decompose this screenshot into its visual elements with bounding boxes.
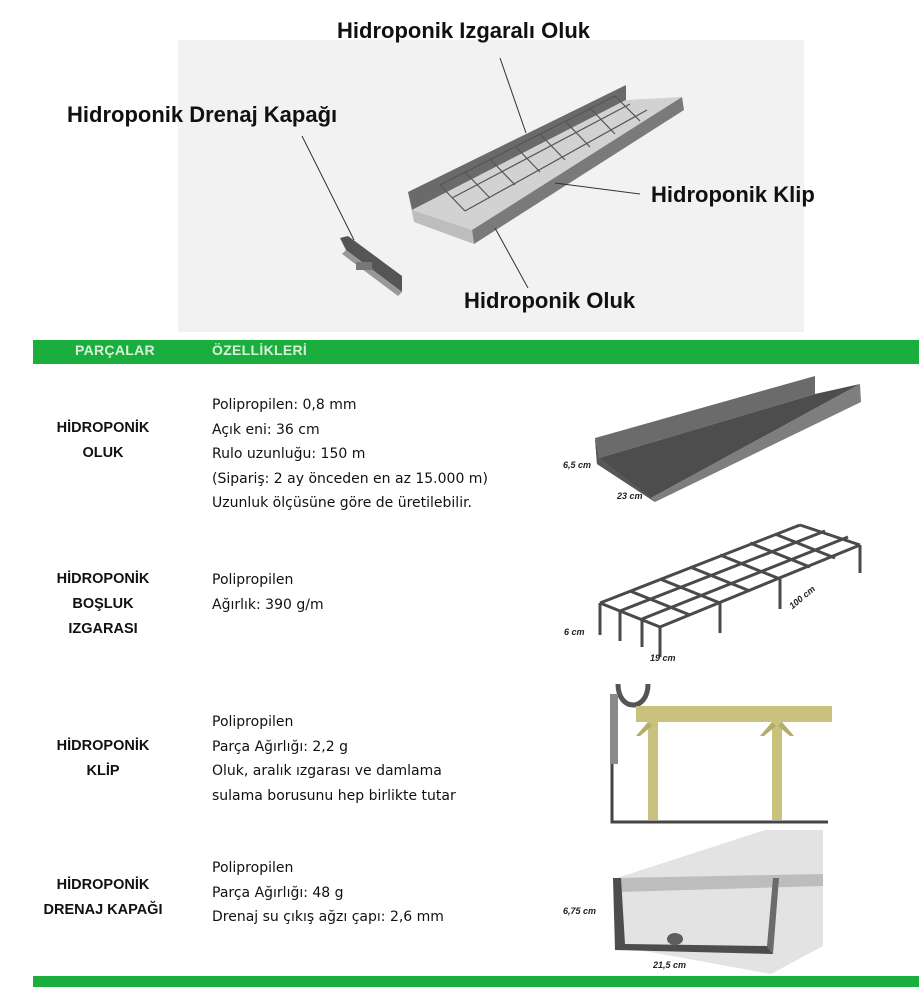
callout-oluk: Hidroponik Oluk xyxy=(464,288,636,313)
clip-illustration xyxy=(596,672,836,832)
callout-izgarali-oluk: Hidroponik Izgaralı Oluk xyxy=(337,18,591,43)
header-parts: PARÇALAR xyxy=(75,342,155,358)
gutter-illustration xyxy=(555,366,880,516)
grid-illustration xyxy=(560,515,865,665)
dim-width: 23 cm xyxy=(617,491,643,501)
dim-height: 6,75 cm xyxy=(563,906,597,916)
part-specs: Polipropilen Parça Ağırlığı: 48 g Drenaj su çıkış ağzı çapı: 2,6 mm xyxy=(212,860,444,925)
table-footer-bar xyxy=(33,976,919,987)
dim-width: 19 cm xyxy=(650,653,676,663)
hero-diagram xyxy=(0,0,920,340)
hero-gutter-illustration xyxy=(408,85,684,244)
header-features: ÖZELLİKLERİ xyxy=(212,342,308,358)
part-name: HİDROPONİK KLİP xyxy=(56,738,150,779)
drain-cap-illustration xyxy=(555,826,830,974)
part-name: HİDROPONİK DRENAJ KAPAĞI xyxy=(43,877,163,918)
part-name: HİDROPONİK OLUK xyxy=(56,420,150,461)
callout-klip: Hidroponik Klip xyxy=(651,182,815,207)
dim-height: 6 cm xyxy=(564,627,585,637)
dim-width: 21,5 cm xyxy=(653,960,687,970)
hero-drain-cap-illustration xyxy=(340,236,402,296)
part-specs: Polipropilen Ağırlık: 390 g/m xyxy=(212,572,324,613)
part-specs: Polipropilen Parça Ağırlığı: 2,2 g Oluk, aralık ızgarası ve damlama sulama borusunu hep birlikte tutar xyxy=(212,714,456,804)
part-name: HİDROPONİK BOŞLUK IZGARASI xyxy=(56,571,150,637)
dim-height: 6,5 cm xyxy=(563,460,592,470)
dim-length: 100 cm xyxy=(787,583,818,611)
callout-drenaj-kapagi: Hidroponik Drenaj Kapağı xyxy=(67,102,338,127)
part-specs: Polipropilen: 0,8 mm Açık eni: 36 cm Rulo uzunluğu: 150 m (Sipariş: 2 ay önceden en az 15.000 m) Uzunluk ölçüsüne göre de üretilebilir. xyxy=(212,397,488,511)
table-header-bar xyxy=(33,340,919,364)
